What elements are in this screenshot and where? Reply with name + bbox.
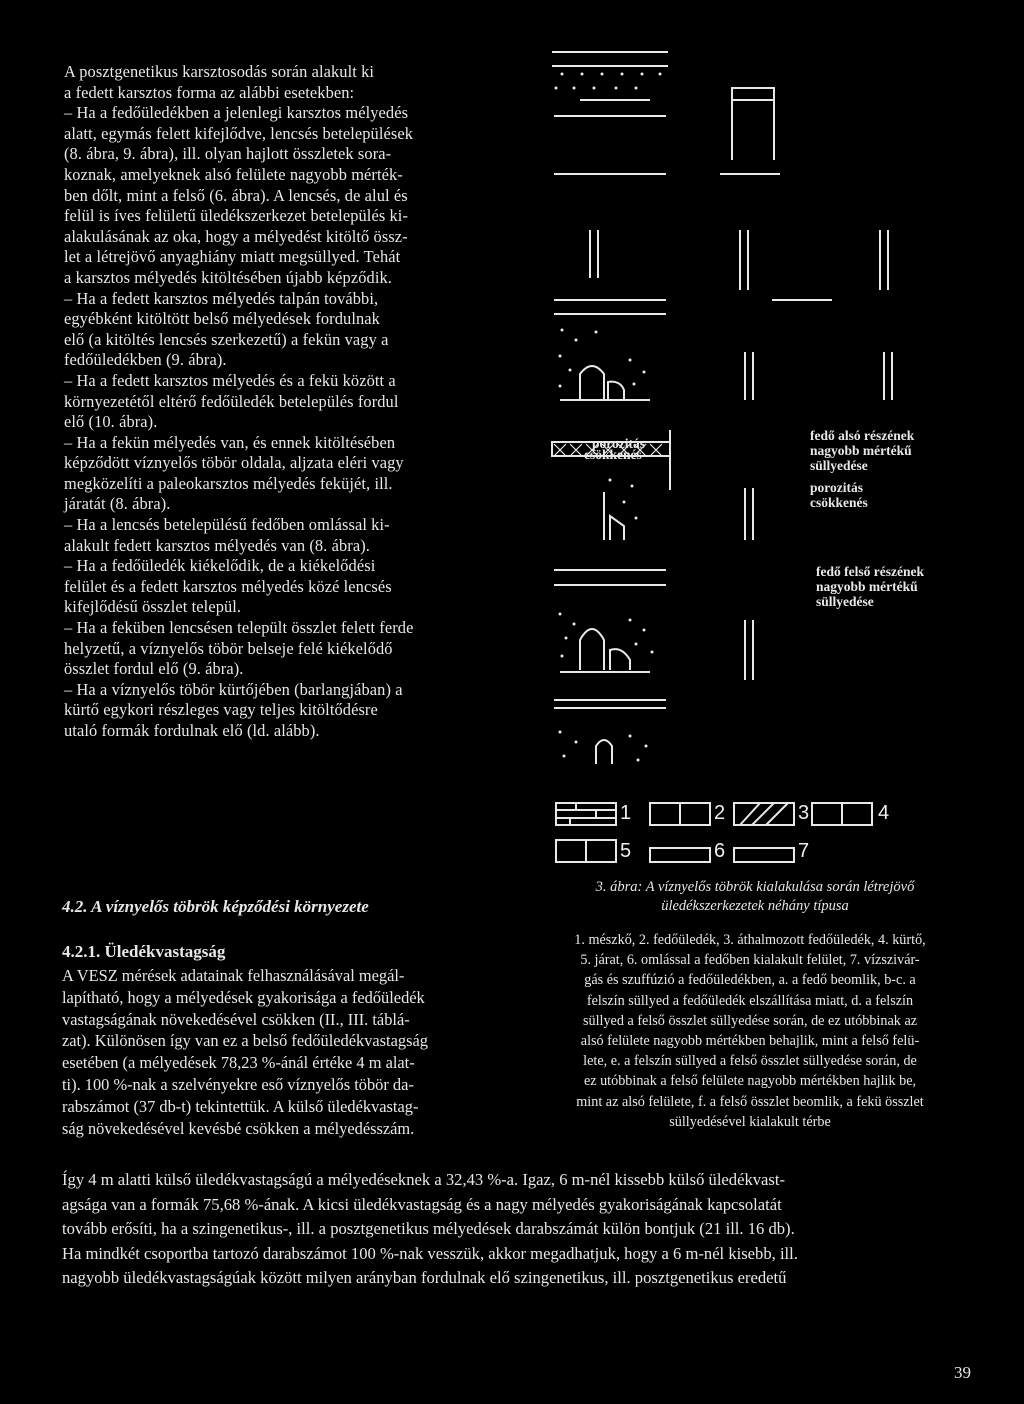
text-line: megközelíti a paleokarsztos mélyedés feküjét, ill. [64,473,393,493]
text-line: esetében (a mélyedések 78,23 %-ánál értéke 4 m alat- [62,1053,415,1073]
label-porozitas-right-1: porozitás [810,480,863,495]
text-line: felület és a fedett karsztos mélyedés közé lencsés [64,576,392,596]
text-line: képződött víznyelős töbör oldala, aljzata eléri vagy [64,453,404,473]
text-line: elő (a kitöltés lencsés szerkezetű) a fekün vagy a [64,329,389,349]
page-number: 39 [954,1363,971,1382]
text-line: – Ha a fedett karsztos mélyedés talpán további, [64,288,379,308]
text-line: – Ha a fedett karsztos mélyedés és a fekü között a [64,370,396,390]
left-column-text [64,62,504,742]
text-line: elő (10. ábra). [64,412,158,432]
text-line: alakulásának az oka, hogy a mélyedést kitöltő össz- [64,226,408,246]
text-line: a fedett karsztos forma az alábbi esetekben: [64,82,355,102]
text-line: alakult fedett karsztos mélyedés van (8. ábra). [64,535,370,555]
text-line: kürtő egykori részleges vagy teljes kitöltődésre [64,700,378,720]
text-line: ben dőlt, mint a felső (6. ábra). A lencsés, de alul és [64,185,408,205]
text-line: nagyobb üledékvastagságúak között milyen arányban fordulnak elő szingenetikus, ill. posztgenetikus eredetű [62,1268,787,1288]
legend-number: 5 [620,840,632,862]
text-line: ti). 100 %-nak a szelvényekre eső víznyelős töbör da- [62,1074,414,1094]
text-line: környezetétől eltérő fedőüledék betelepülés fordul [64,391,399,411]
text-line: – Ha a fedőüledékben a jelenlegi karsztos mélyedés [64,103,409,123]
figure-caption-title [520,878,990,916]
text-line: A VESZ mérések adatainak felhasználásával megál- [62,966,405,985]
caption-line: süllyed a felső összlet süllyedése során, de ez utóbbinak az [582,1012,918,1029]
caption-line: 5. járat, 6. omlással a fedőben kialakult felület, 7. vízszivár- [580,952,920,969]
text-line: vastagságának növekedésével csökken (II., III. táblá- [62,1009,410,1029]
label-porozitas-left-2: csökkenés [584,447,642,462]
caption-line: gás és szuffúzió a fedőüledékben, a. a fedő beomlik, b-c. a [584,972,916,989]
text-line: koznak, amelyeknek alsó felülete nagyobb mérték- [64,164,403,184]
text-line: A posztgenetikus karsztosodás során alakult ki [64,62,375,81]
text-line: Így 4 m alatti külső üledékvastagságú a mélyedéseknek a 32,43 %-a. Igaz, 6 m-nél kissebb külső üledékvast- [62,1170,786,1189]
label-fedo-also-3: süllyedése [810,458,868,473]
label-fedo-felso-2: nagyobb mértékű [816,579,918,594]
bottom-paragraph [62,1170,982,1293]
text-line: egyébként kitöltött belső mélyedések fordulnak [64,309,380,329]
label-porozitas-right-2: csökkenés [810,495,868,510]
text-line: lapítható, hogy a mélyedések gyakorisága a fedőüledék [62,987,425,1007]
label-porozitas-left-1: porozitás [592,436,645,451]
legend-seepage-symbol [734,848,794,862]
caption-line: ez utóbbinak a felső felülete nagyobb mértékben hajlik be, [583,1073,917,1090]
caption-line: alsó felülete nagyobb mértékben behajlik, mint a felső felü- [580,1033,920,1050]
text-line: – Ha a fedőüledék kiékelődik, de a kiékelődési [64,556,376,576]
text-line: – Ha a fekün mélyedés van, és ennek kitöltésében [64,432,396,452]
text-line: kifejlődésű összlet települ. [64,597,242,617]
text-line: – Ha a feküben lencsésen települt összlet felett ferde [64,618,414,638]
figure-caption-legend [512,930,988,1132]
caption-line: lete, e. a felszín süllyed a felső összlet süllyedése során, de [583,1053,917,1070]
legend-number: 2 [714,802,726,824]
text-line: – Ha a lencsés betelepülésű fedőben omlással ki- [64,515,390,535]
text-line: (8. ábra, 9. ábra), ill. olyan hajlott összletek sora- [64,144,392,164]
text-line: a karsztos mélyedés kitöltésében újabb képződik. [64,267,392,287]
caption-line: felszín süllyed a fedőüledék elszállítása miatt, d. a felszín [586,992,914,1009]
text-line: let a létrejövő anyaghiány miatt megsüllyed. Tehát [64,247,401,267]
text-line: Ha mindkét csoportba tartozó darabszámot 100 %-nak vesszük, akkor megadhatjuk, hogy a 6 m-nél kisebb, ill. [62,1243,798,1263]
text-line: rabszámot (37 db-t) tekintettük. A külső üledékvastag- [62,1096,419,1116]
section-heading: 4.2. A víznyelős töbrök képződési környezete [62,897,369,916]
legend-number: 7 [798,840,810,862]
legend-number: 1 [620,802,632,824]
text-line: tovább erősíti, ha a szingenetikus-, ill. a posztgenetikus mélyedések darabszámát külön bontjuk (21 ill. 16 db). [62,1219,795,1239]
caption-line: süllyedésével kialakult térbe [669,1113,831,1130]
legend-number: 4 [878,802,890,824]
subsection-heading: 4.2.1. Üledékvastagság [62,942,226,961]
legend-collapse-surface-symbol [650,848,710,862]
label-fedo-also-1: fedő alsó részének [810,428,915,443]
text-line: zat). Különösen így van ez a belső fedőüledékvastagság [62,1031,428,1051]
text-line: utaló formák fordulnak elő (ld. alább). [64,721,320,740]
legend-number: 6 [714,840,726,862]
text-line: felül is íves felületű üledékszerkezet betelepülés ki- [64,206,409,226]
label-fedo-felso-1: fedő felső részének [816,564,924,579]
text-line: fedőüledékben (9. ábra). [64,350,227,370]
caption-line: mint az alsó felülete, f. a felső összlet beomlik, a fekü összlet [576,1093,924,1110]
label-fedo-also-2: nagyobb mértékű [810,443,912,458]
caption-line: 1. mészkő, 2. fedőüledék, 3. áthalmozott fedőüledék, 4. kürtő, [574,932,926,948]
text-line: alatt, egymás felett kifejlődve, lencsés betelepülések [64,123,414,143]
legend-number: 3 [798,802,810,824]
legend-limestone-symbol [556,803,616,825]
text-line: – Ha a víznyelős töbör kürtőjében (barlangjában) a [64,679,403,699]
text-line: agsága van a formák 75,68 %-ának. A kicsi üledékvastagság és a nagy mélyedés gyakoriságának kapcsolatát [62,1194,782,1214]
caption-line: üledékszerkezetek néhány típusa [661,898,849,914]
left-paragraph [62,966,502,1140]
text-line: helyzetű, a víznyelős töbör belseje felé kiékelődő [64,638,393,658]
caption-line: 3. ábra: A víznyelős töbrök kialakulása során létrejövő [595,879,915,895]
figure-sediment-structures [540,40,1020,870]
text-line: járatát (8. ábra). [64,494,171,514]
label-fedo-felso-3: süllyedése [816,594,874,609]
text-line: ság növekedésével kevésbé csökken a mélyedésszám. [62,1118,415,1138]
text-line: összlet fordul elő (9. ábra). [64,659,244,679]
